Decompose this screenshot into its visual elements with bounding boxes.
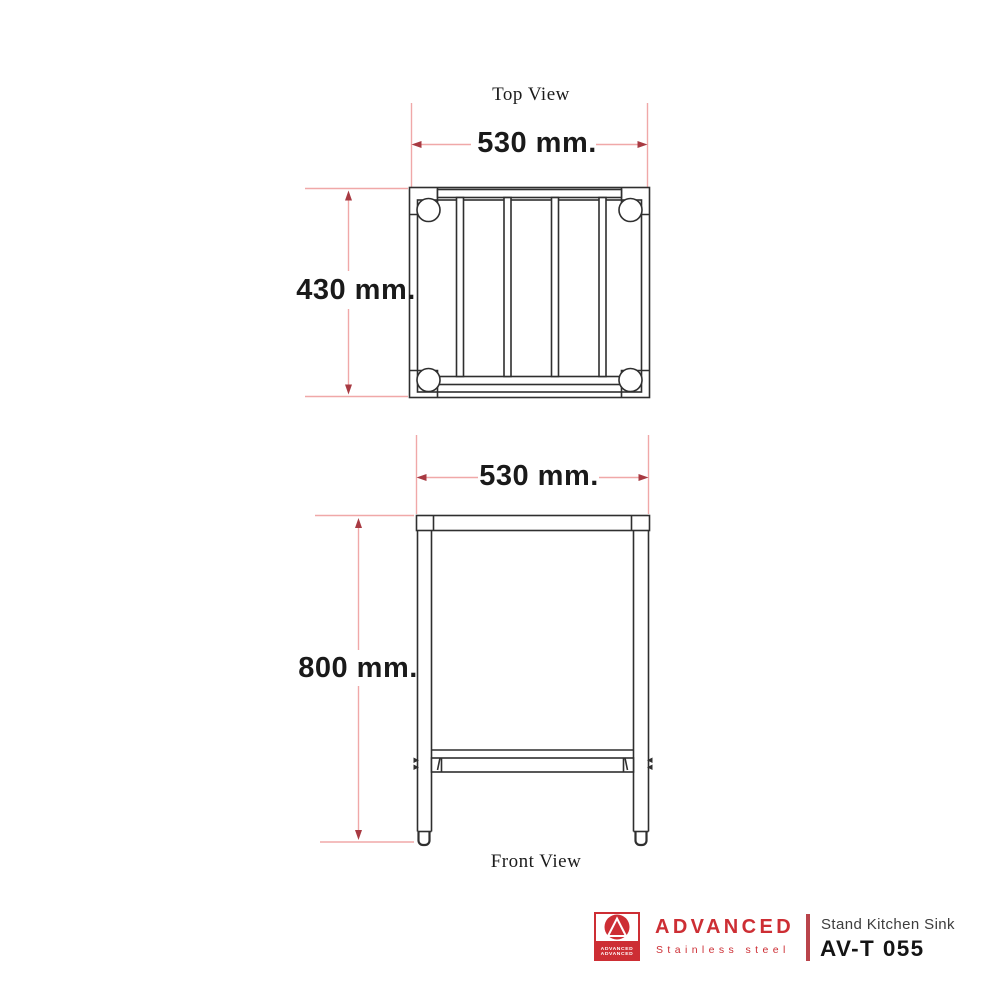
top-view-label: Top View	[492, 84, 570, 105]
slat-4	[599, 198, 606, 377]
product-name: Stand Kitchen Sink	[821, 916, 955, 933]
arrow-left	[417, 474, 427, 481]
front-foot-left	[419, 832, 430, 846]
logo-emblem	[594, 912, 640, 943]
top-view-drawing	[410, 188, 650, 398]
arrow-left	[412, 141, 422, 148]
arrow-up	[355, 518, 362, 528]
logo-banner-text-2: ADVANCED	[600, 951, 634, 957]
leg-pipe-bottom-left	[417, 369, 440, 392]
slat-1	[457, 198, 464, 377]
logo-mountain-icon	[603, 914, 631, 941]
arrow-up	[345, 191, 352, 201]
leg-pipe-bottom-right	[619, 369, 642, 392]
front-view-dimensions	[315, 435, 649, 842]
arrow-down	[345, 385, 352, 395]
front-foot-right	[636, 832, 647, 846]
arrow-right	[639, 474, 649, 481]
advanced-logo	[594, 912, 640, 961]
arrow-right	[638, 141, 648, 148]
front-view-height-dimension: 800 mm.	[298, 652, 418, 684]
cross-rail	[432, 758, 634, 772]
top-view-depth-dimension: 430 mm.	[296, 274, 416, 306]
leg-pipe-top-left	[417, 199, 440, 222]
slat-2	[504, 198, 511, 377]
front-view-label: Front View	[490, 851, 582, 872]
logo-banner	[594, 943, 640, 961]
front-view-width-dimension: 530 mm.	[479, 460, 599, 492]
top-view-outer-frame	[410, 188, 650, 398]
top-view-inner-frame	[418, 200, 642, 392]
footer-divider	[806, 914, 810, 961]
brand-name: ADVANCED	[655, 916, 795, 938]
brand-tagline: Stainless steel	[656, 944, 790, 956]
front-view-drawing	[414, 516, 653, 846]
logo-banner-text-1: ADVANCED	[600, 945, 634, 952]
bottom-rail	[438, 377, 622, 385]
arrow-down	[355, 830, 362, 840]
slat-3	[552, 198, 559, 377]
front-table-top	[417, 516, 650, 531]
product-code: AV-T 055	[820, 936, 925, 961]
top-rail	[438, 190, 622, 198]
top-view-width-dimension: 530 mm.	[477, 127, 597, 159]
leg-pipe-top-right	[619, 199, 642, 222]
